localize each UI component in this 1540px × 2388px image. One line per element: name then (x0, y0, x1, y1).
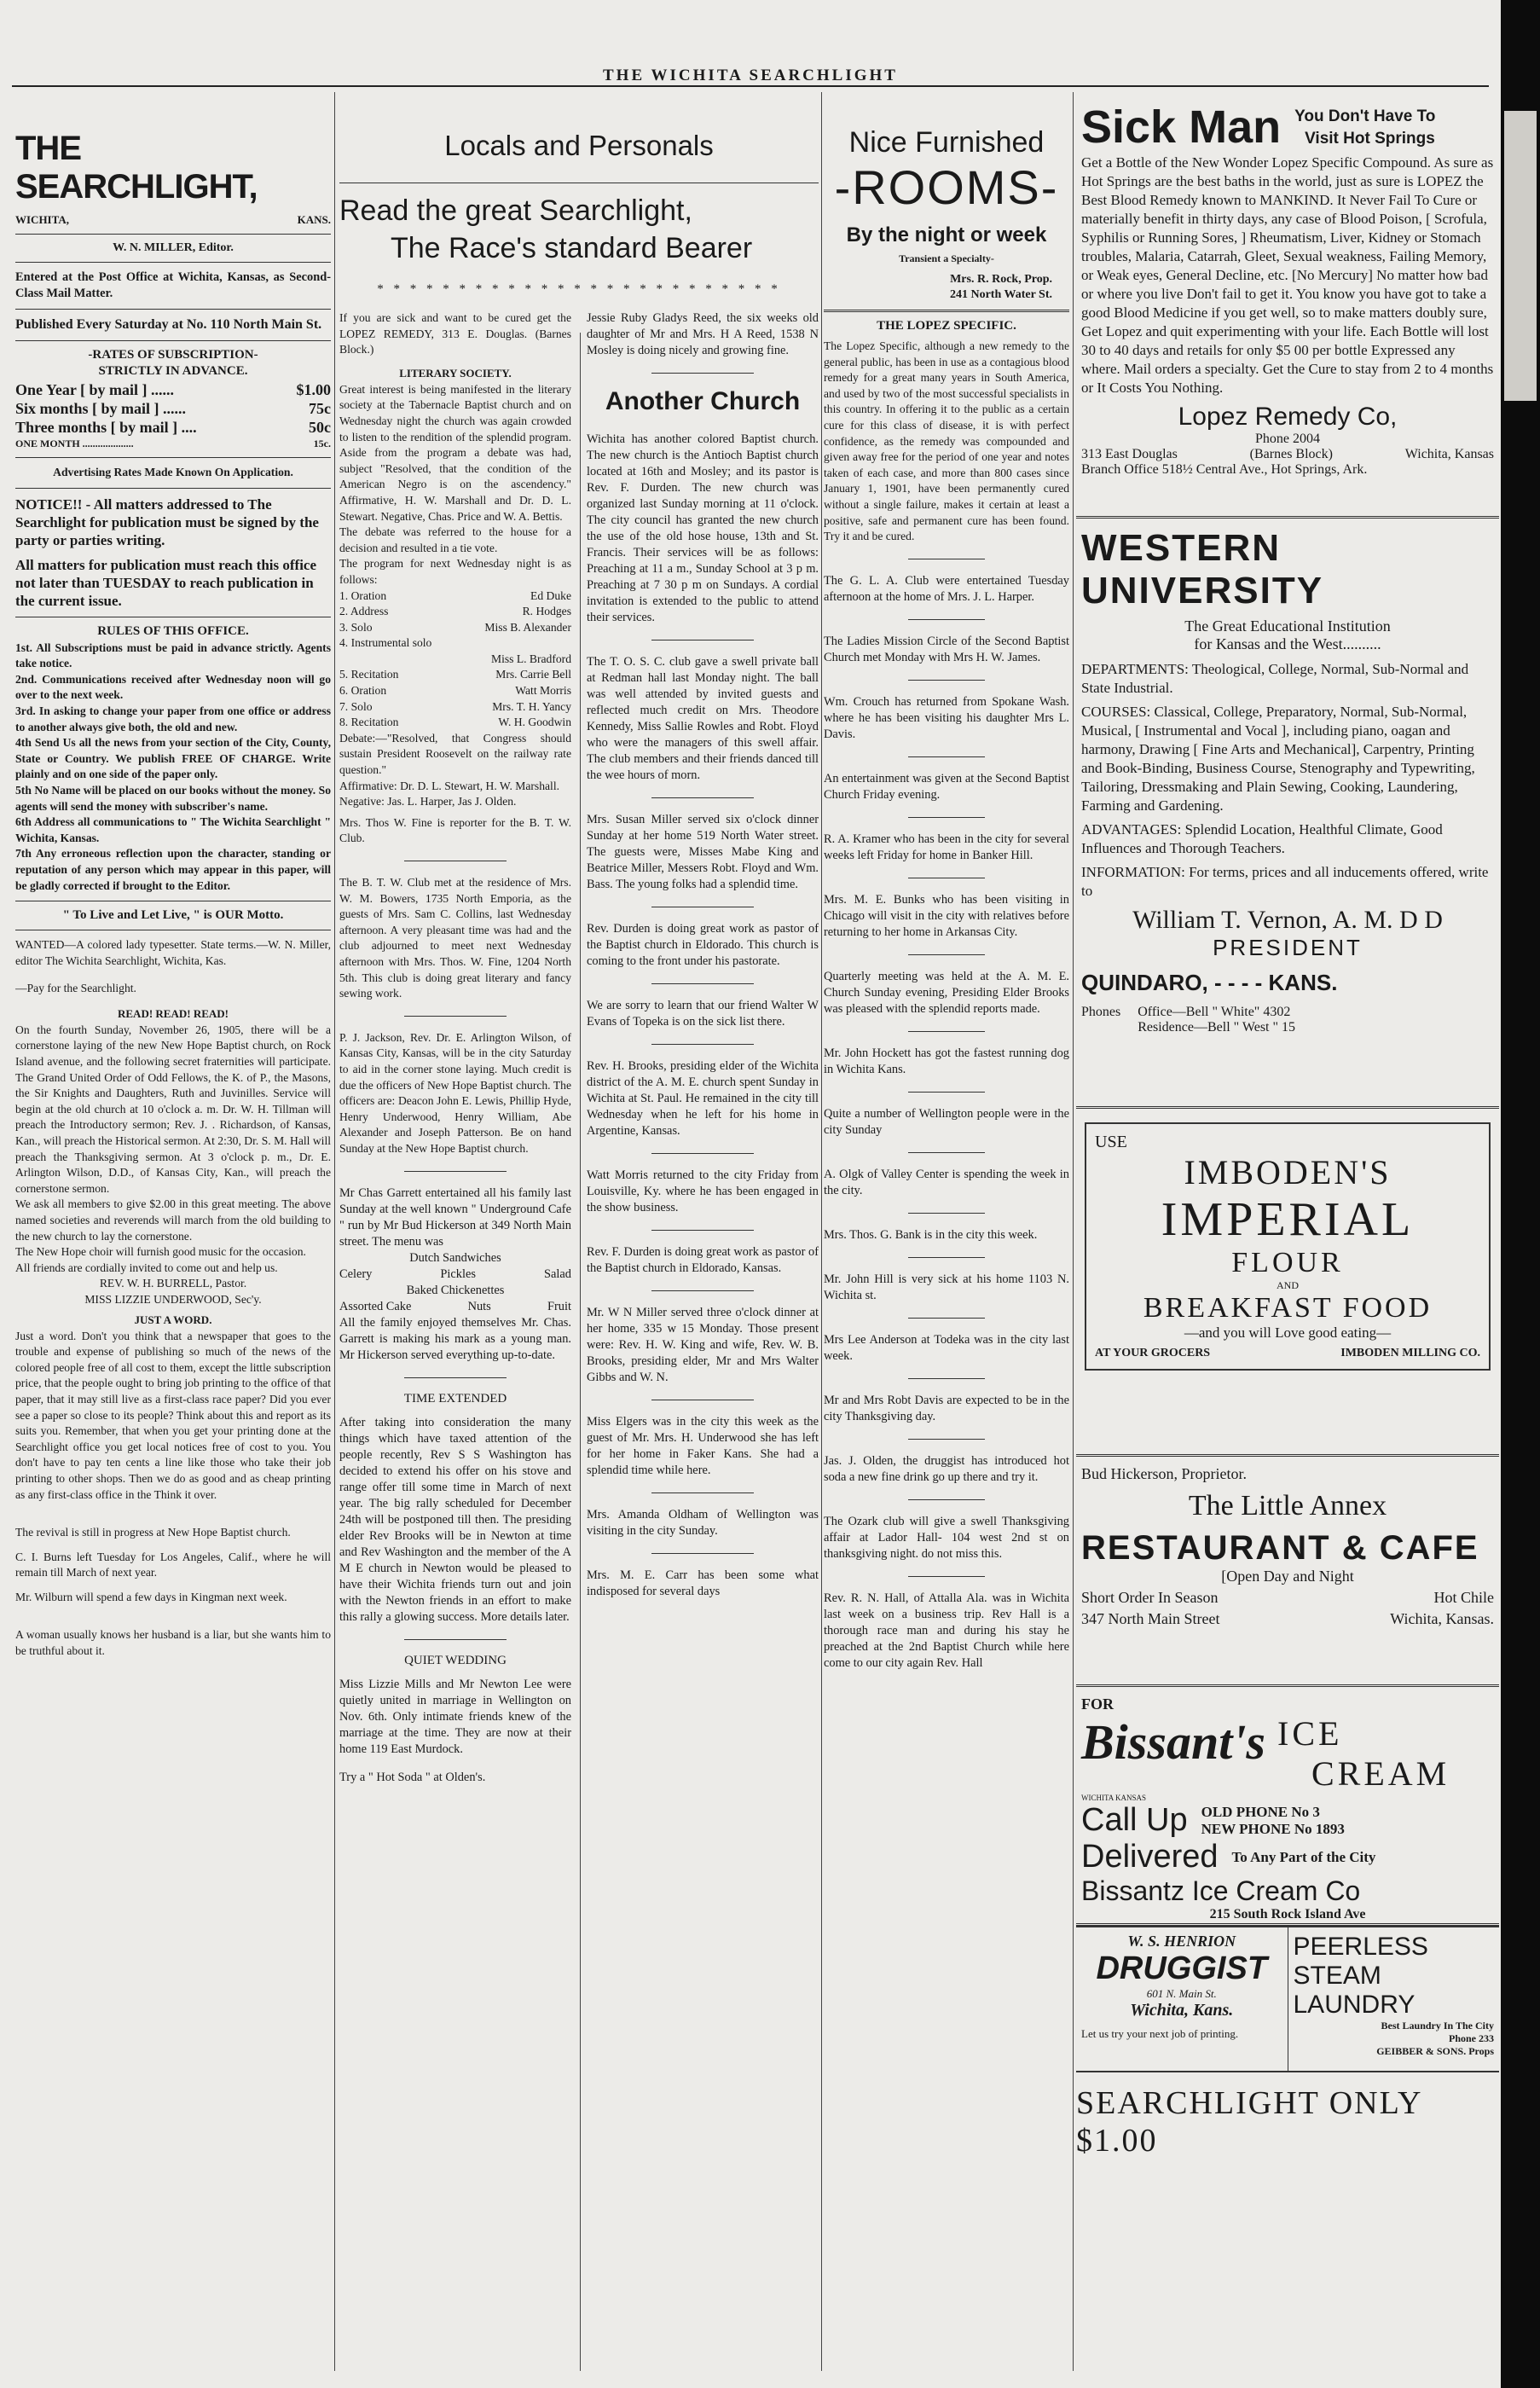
fine-note: Mrs. Thos W. Fine is reporter for the B. T. W. Club. (339, 815, 571, 845)
column-ads (1076, 92, 1499, 2371)
menu-row: Celery Pickles Salad (339, 1266, 571, 1281)
divider (908, 680, 985, 681)
lopez-company: Lopez Remedy Co, (1178, 403, 1398, 431)
divider (651, 1153, 754, 1154)
crouch-note: Wm. Crouch has returned from Spokane Wash. where he has been visiting his daughter Mrs L. Davis. (824, 694, 1069, 741)
divider (908, 1499, 985, 1500)
column-rule (821, 92, 822, 2371)
ozark-note: The Ozark club will give a swell Thanksgiving affair at Lador Hall- 104 west 2nd st on thanksgiving night. do not miss this. (824, 1514, 1069, 1561)
time-heading: TIME EXTENDED (403, 1391, 507, 1406)
sick-man-title: Sick Man (1081, 101, 1282, 153)
quindaro: QUINDARO, - - - - KANS. (1081, 970, 1338, 995)
bissant-callup-row (1081, 1802, 1494, 1839)
divider (1076, 2071, 1499, 2072)
rule: 3rd. In asking to change your paper from one office or address to another always give both, the old and new. (15, 704, 331, 733)
annex-row: Short Order In Season Hot Chile (1081, 1589, 1494, 1606)
ladies-note: The Ladies Mission Circle of the Second Baptist Church met Monday with Mrs H. W. James. (824, 634, 1069, 664)
paper-title: THE SEARCHLIGHT, (15, 130, 258, 206)
proprietor-name: Mrs. R. Rock, Prop. (950, 273, 1052, 286)
divider (908, 756, 985, 757)
negative: Negative: Jas. L. Harper, Jas J. Olden. (339, 795, 517, 809)
annex-proprietor: Bud Hickerson, Proprietor. (1081, 1465, 1247, 1482)
menu (339, 1250, 571, 1315)
program-row: 4. Instrumental solo (339, 636, 432, 650)
word-heading: JUST A WORD. (134, 1313, 212, 1326)
editor: W. N. MILLER, Editor. (113, 241, 234, 254)
divider (908, 1378, 985, 1379)
divider (908, 1439, 985, 1440)
western-sub: for Kansas and the West.......... (1194, 635, 1381, 652)
bissant-delivered-row (1081, 1839, 1494, 1875)
western-courses: COURSES: Classical, College, Preparatory, Normal, Sub-Normal, Musical, [ Instrumental and Vocal ], including piano, oagan and harmony, Drawing [ Fine Arts and Mechanical], Carpentry, Printing and Book-Binding, Business Course, Stenography and Typewriting, Tailoring, Dressmaking and Plain Sewing, Cooking, Laundering, Farming and Gardening. (1081, 704, 1475, 814)
wanted-ad: WANTED—A colored lady typesetter. State terms.—W. N. Miller, editor The Wichita Searchlight, Wichita, Kas. (15, 938, 331, 967)
divider (908, 1576, 985, 1577)
gla-note: The G. L. A. Club were entertained Tuesday afternoon at the home of Mrs. J. L. Harper. (824, 573, 1069, 604)
divider (15, 457, 331, 458)
bissant-logo: Bissant's (1081, 1714, 1265, 1770)
literary-body: Great interest is being manifested in the literary society at the Tabernacle Baptist church and on Wednesday night the church was again crowded to listen to the rendition of the splendid program. Aside from the program a debate was had, subject "Resolved, that the condition of the American Negro is on the ascendency." Affirmative, H. W. Marshall and Dr. D. L. Stewart. Negative, Chas. Price and W. A. Bettis. (339, 382, 571, 523)
bissant-phones: OLD PHONE No 3 NEW PHONE No 1893 (1201, 1803, 1345, 1837)
durden-note-2: Rev. F. Durden is doing great work as pastor of the Baptist church in Eldorado, Kansas. (587, 1245, 819, 1275)
column-locals (339, 92, 819, 2371)
star-divider: * * * * * * * * * * * * * * * * * * * * * * * * * (377, 282, 781, 296)
henrion-address: 601 N. Main St. (1146, 1987, 1217, 2000)
divider (404, 1171, 507, 1172)
imboden-box (1085, 1122, 1491, 1371)
evans-note: We are sorry to learn that our friend Walter W Evans of Topeka is on the sick list there. (587, 999, 819, 1029)
wn-miller-note: Mr. W N Miller served three o'clock dinner at her home, 335 w 15 Monday. Those present were: Rev. H. W. King and wife, Rev. W. B. Brooks, presiding elder, Mr and Mrs Walter Gibbs and W. N. (587, 1306, 819, 1384)
bunks-note: Mrs. M. E. Bunks who has been visiting in Chicago will visit in the city with relatives before returning to her home in Arkansas City. (824, 892, 1069, 939)
durden-note: Rev. Durden is doing great work as pastor of the Baptist church in Eldorado. This church is coming to the front under his pastorate. (587, 922, 819, 968)
henrion-city: Wichita, Kans. (1130, 2001, 1234, 2020)
hockett-note: Mr. John Hockett has got the fastest running dog in Wichita Kans. (824, 1046, 1069, 1076)
imboden-breakfast: BREAKFAST FOOD (1143, 1292, 1433, 1324)
annex-ad (1076, 1457, 1499, 1687)
locals-left (339, 310, 571, 1786)
burns-note: C. I. Burns left Tuesday for Los Angeles, Calif., where he will remain till March of next year. (15, 1550, 331, 1579)
rate-row: ONE MONTH .................... 15c. (15, 438, 331, 449)
peerless-phone: Phone 233 (1448, 2032, 1494, 2044)
city-line (15, 213, 331, 227)
rule: 4th Send Us all the news from your section of the City, County, State or Country. We publish FREE OF CHARGE. Write plainly and on one side of the paper only. (15, 736, 331, 781)
imboden-name: IMBODEN'S (1184, 1153, 1392, 1191)
bissant-address: 215 South Rock Island Ave (1209, 1907, 1366, 1921)
elgers-note: Miss Elgers was in the city this week as the guest of Mr. Mrs. H. Underwood she has left for her home in Faker Kans. She had a splendid time while here. (587, 1415, 819, 1477)
sick-man-header (1081, 101, 1494, 154)
bissant-small: WICHITA KANSAS (1081, 1794, 1147, 1802)
divider (908, 817, 985, 818)
program-row: 8. Recitation W. H. Goodwin (339, 716, 571, 729)
hill-note: Mr. John Hill is very sick at his home 1103 N. Wichita st. (824, 1272, 1069, 1302)
davis-note: Mr and Mrs Robt Davis are expected to be in the city Thanksgiving day. (824, 1393, 1069, 1423)
hall-note: Rev. R. N. Hall, of Attalla Ala. was in Wichita last week on a business trip. Rev Hall is a thorough race man and during his stay he preached at the 2nd Baptist Church while here come to our city again Rev. Hall (824, 1591, 1069, 1670)
olden-note: Jas. J. Olden, the druggist has introduced hot soda a new fine drink go up there and try it. (824, 1453, 1069, 1484)
time-body: After taking into consideration the many things which have taxed attention of the people recently, Rev S S Washington has decided to extend his offer on his stove and range offer till some time in March of next year. The big rally scheduled for December 24th will be postponed till then. The presiding elder Rev Brooks will be in Newton at time and Rev Washington and the member of the A M E church in Newton would be pleased to have their Wichita friends turn out and join with the Newton friends in an effort to make this rally a glowing success. More details later. (339, 1415, 571, 1624)
delivered: Delivered (1081, 1839, 1219, 1875)
annex-open: [Open Day and Night (1221, 1568, 1354, 1585)
literary-body: The debate was referred to the house for a decision and resulted in a tie vote. (339, 525, 571, 554)
locals-title: Locals and Personals (444, 130, 714, 161)
rate-row: Six months [ by mail ] ...... 75c (15, 400, 331, 417)
rates-subheading: STRICTLY IN ADVANCE. (98, 364, 248, 378)
rate-row: One Year [ by mail ] ...... $1.00 (15, 381, 331, 398)
matters-notice: All matters for publication must reach this office not later than TUESDAY to reach publication in the current issue. (15, 556, 317, 609)
job-note: Let us try your next job of printing. (1081, 2027, 1239, 2040)
peerless-1: PEERLESS (1293, 1933, 1428, 1961)
literary-heading: LITERARY SOCIETY. (399, 366, 512, 380)
word-body: Just a word. Don't you think that a newspaper that goes to the trouble and expense of publishing so much of the news of the colored people free of all cost to them, except the little subscription price, that the people ought to bring job printing to the office of that paper, that it may still live as a first-class race paper? Did you ever see a paper so close to its people? Think about this and report as its suits you. Remember, that when you get your printing done at the Searchlight office you get local notices free of cost to you. You don't have to pay ten cents a line like those who take their job printing to other shops. Then we do as good and as cheap printing as any first-class office in the Think it over. (15, 1329, 331, 1501)
western-advantages: ADVANTAGES: Splendid Location, Healthful Climate, Good Influences and Thorough Teachers. (1081, 821, 1443, 856)
debate: Debate:—"Resolved, that Congress should sustain President Roosevelt on the railway rate question." (339, 731, 571, 777)
read-body: We ask all members to give $2.00 in this great meeting. The above named societies and reverends will march from the old building to the new church to lay the cornerstone. (15, 1197, 331, 1243)
bissant-company: Bissantz Ice Cream Co (1081, 1875, 1361, 1906)
divider (908, 1092, 985, 1093)
rooms-term: By the night or week (846, 223, 1047, 246)
imboden-and: AND (1277, 1279, 1299, 1291)
garrett-note-2: All the family enjoyed themselves Mr. Chas. Garrett is making his mark as a young man. Mr Hickerson served everything up-to-date. (339, 1315, 571, 1362)
divider (15, 309, 331, 310)
divider (908, 1031, 985, 1032)
advertising-notice: Advertising Rates Made Known On Application. (53, 466, 293, 478)
jackson-note: P. J. Jackson, Rev. Dr. E. Arlington Wilson, of Kansas City, Kansas, will be in the city Saturday to aid in the corner stone laying. Much credit is due the officers of New Hope Baptist church. The officers are: Deacon John E. Lewis, Phillip Hyde, Henry Underwood, Henry William, Abe Alexander and Joseph Patterson. Be on hand Sunday at the New Hope Baptist church. (339, 1030, 571, 1155)
divider (908, 619, 985, 620)
rooms-proprietor (824, 272, 1069, 303)
kramer-note: R. A. Kramer who has been in the city for several weeks left Friday for home in Banker Hill. (824, 832, 1069, 862)
another-church-heading: Another Church (605, 387, 801, 415)
carr-note: Mrs. M. E. Carr has been some what indisposed for several days (587, 1568, 819, 1598)
divider (15, 340, 331, 341)
peerless-best: Best Laundry In The City (1381, 2020, 1494, 2032)
divider (651, 1492, 754, 1493)
oldham-note: Mrs. Amanda Oldham of Wellington was visiting in the city Sunday. (587, 1508, 819, 1538)
quiet-body: Miss Lizzie Mills and Mr Newton Lee were quietly united in marriage in Wellington on Nov. 6th. Only intimate friends knew of the marriage at the time. They are now at their home 119 East Murdock. (339, 1677, 571, 1756)
divider (651, 983, 754, 984)
imboden-imperial: IMPERIAL (1161, 1193, 1415, 1246)
divider (908, 1213, 985, 1214)
program-list (339, 588, 571, 731)
divider (824, 310, 1069, 312)
rooms-transient: Transient a Specialty- (899, 252, 994, 264)
program-row: 3. Solo Miss B. Alexander (339, 620, 571, 634)
race-line-1: Read the great Searchlight, (339, 194, 692, 227)
jessie-note: Jessie Ruby Gladys Reed, the six weeks old daughter of Mr and Mrs. H A Reed, 1538 N Mosley is doing nicely and growing fine. (587, 311, 819, 357)
column-masthead-info (15, 92, 331, 2371)
lopez-body: The Lopez Specific, although a new remedy to the general public, has been in use as a contagious blood remedy for a great many years in South America, and used by two of the most successful specialists in this country. In offering it to the public as a certain cure for this class of disease, it is with perfect confidence, as the remedy was compounded and given away free for the period of one year and notes taken of each case, and more than 800 cases since January 1, 1901, have been permanently cured without a single failure, makes it certain at least a positive, safe and permanent cure has been found. Try it and be cured. (824, 339, 1069, 543)
race-banner (339, 192, 819, 267)
lopez-address: 313 East Douglas (Barnes Block) Wichita, Kansas (1081, 447, 1494, 461)
program-row: 2. Address R. Hodges (339, 605, 571, 618)
peerless-props: GEIBBER & SONS. Props (1376, 2045, 1494, 2057)
rules-list (15, 640, 331, 895)
hot-soda-note: Try a " Hot Soda " at Olden's. (339, 1770, 486, 1784)
rates-heading: -RATES OF SUBSCRIPTION- (88, 348, 258, 362)
western-university-ad (1076, 519, 1499, 1109)
rule: 5th No Name will be placed on our books without the money. So agents will send the money with subscriber's name. (15, 783, 331, 813)
bissant-for: FOR (1081, 1695, 1114, 1713)
residence-phone: Residence—Bell " West " 15 (1138, 1020, 1296, 1035)
wellington-note: Quite a number of Wellington people were in the city Sunday (824, 1106, 1069, 1137)
notice: NOTICE!! - All matters addressed to The Searchlight for publication must be signed by the party or parties writing. (15, 496, 319, 548)
bissant-ad (1076, 1687, 1499, 1926)
callup: Call Up (1081, 1802, 1188, 1838)
imboden-footer: AT YOUR GROCERS IMBODEN MILLING CO. (1095, 1347, 1480, 1359)
peerless-3: LAUNDRY (1293, 1991, 1416, 2019)
sick-man-ad (1076, 92, 1499, 519)
bissant-header (1081, 1713, 1494, 1794)
morris-note: Watt Morris returned to the city Friday from Louisville, Ky. where he has been engaged in the show business. (587, 1168, 819, 1214)
lopez-branch: Branch Office 518½ Central Ave., Hot Springs, Ark. (1081, 462, 1368, 477)
divider (15, 262, 331, 263)
menu-title: Dutch Sandwiches (409, 1250, 501, 1265)
rule: 7th Any erroneous reflection upon the character, standing or reputation of any person which may appear in this paper, will be gladly corrected if brought to the Editor. (15, 847, 331, 892)
read-body: The New Hope choir will furnish good music for the occasion. (15, 1245, 306, 1259)
office-phone: Office—Bell " White" 4302 (1138, 1005, 1291, 1019)
lopez-heading: THE LOPEZ SPECIFIC. (877, 319, 1016, 333)
divider (404, 1639, 507, 1640)
divider (651, 1044, 754, 1045)
top-rule (12, 85, 1489, 87)
revival-note: The revival is still in progress at New Hope Baptist church. (15, 1526, 291, 1539)
column-rule (334, 92, 335, 2371)
locals-subcolumns (339, 310, 819, 1786)
imboden-use: USE (1095, 1133, 1127, 1151)
henrion-name: W. S. HENRION (1127, 1933, 1236, 1950)
lopez-note: If you are sick and want to be cured get the LOPEZ REMEDY, 313 E. Douglas. (Barnes Block.) (339, 311, 571, 356)
rule: 1st. All Subscriptions must be paid in advance strictly. Agents take notice. (15, 640, 331, 670)
program-row: 5. Recitation Mrs. Carrie Bell (339, 668, 571, 681)
btw-note: The B. T. W. Club met at the residence of Mrs. W. M. Bowers, 1735 North Emporia, as the guests of Mrs. Sam C. Collins, last Wednesday afternoon. A very pleasant time was had and the club adjourned to meet next Wednesday afternoon with Mrs. Thos. W. Fine, 1204 North 5th. This club is doing great literary and fancy sewing work. (339, 876, 571, 1000)
divider (651, 797, 754, 798)
henrion-ad (1076, 1927, 1288, 2071)
annex-name: The Little Annex (1188, 1490, 1387, 1521)
menu-row: Baked Chickenettes (406, 1283, 505, 1297)
western-information: INFORMATION: For terms, prices and all inducements offered, write to (1081, 864, 1489, 899)
lopez-phone: Phone 2004 (1255, 432, 1320, 446)
divider (404, 1016, 507, 1017)
divider (404, 1377, 507, 1378)
divider (15, 234, 331, 235)
imboden-ad (1076, 1109, 1499, 1457)
masthead: THE WICHITA SEARCHLIGHT (603, 67, 898, 84)
woman-note: A woman usually knows her husband is a liar, but she wants him to be truthful about it. (15, 1628, 331, 1658)
annex-row: 347 North Main Street Wichita, Kansas. (1081, 1610, 1494, 1627)
entered-notice: Entered at the Post Office at Wichita, Kansas, as Second-Class Mail Matter. (15, 270, 331, 300)
affirmative: Affirmative: Dr. D. L. Stewart, H. W. Marshall. (339, 779, 559, 792)
city: WICHITA, (15, 213, 69, 226)
phones-label: Phones (1081, 1005, 1121, 1019)
read-signature: MISS LIZZIE UNDERWOOD, Sec'y. (84, 1292, 262, 1306)
race-line-2: The Race's standard Bearer (391, 232, 753, 264)
peerless-2: STEAM (1293, 1962, 1381, 1990)
rooms-word: -ROOMS- (834, 160, 1059, 214)
column-rule (1073, 92, 1074, 2371)
program-row: 6. Oration Watt Morris (339, 684, 571, 698)
olgk-note: A. Olgk of Valley Center is spending the week in the city. (824, 1167, 1069, 1197)
tos-note: The T. O. S. C. club gave a swell private ball at Redman hall last Monday night. The ball was well attended by invited guests and reflected much credit on Mrs. Theodore Kennedy, Miss Sallie Rowles and Robt. Floyd who were the managers of this swell affair. The club members and their friends danced till the wee hours of morn. (587, 655, 819, 782)
western-title: WESTERN UNIVERSITY (1081, 527, 1324, 611)
druggist: DRUGGIST (1096, 1950, 1268, 1986)
church-body: Wichita has another colored Baptist church. The new church is the Antioch Baptist church located at 16th and Mosley; and its pastor is Rev. F. Durden. The new church was organized last Sunday morning at 11 o'clock. The city council has granted the new church the use of the old hose house, 13th and St. Francis. Their services will be as follows: Preaching at 11 a m., Sunday School at 3 p m. Preaching at 7 30 p m on Sundays. A cordial invitation is extended to the public to attend their services. (587, 432, 819, 624)
rates-list (15, 380, 331, 450)
page-edge (1501, 0, 1540, 2388)
western-sub: The Great Educational Institution (1184, 617, 1391, 635)
read-signature: REV. W. H. BURRELL, Pastor. (99, 1277, 247, 1290)
read-body: On the fourth Sunday, November 26, 1905, there will be a cornerstone laying of the new New Hope Baptist church, on Rock Island avenue, and the following secret fraternities will participate. The Grand United Order of Odd Fellows, the K. of P., the Masons, the Sir Knights and Daughters, Ruth and Juvinilles. Service will begin at the old church at 10 o'clock a. m. Dr. W. H. Tillman will preach the Introductory sermon; Rev. J. . Richardson, of Kansas, Kan., will preach the Historical sermon. At 2:30, Dr. S. M. Hall will preach the Thanksgiving sermon. At 3 o'clock p. m., Dr. E. Arlington Wilson, D.D., of Kansas City, Kan., will preach the cornerstone sermon. (15, 1023, 331, 1195)
western-departments: DEPARTMENTS: Theological, College, Normal, Sub-Normal and State Industrial. (1081, 661, 1469, 696)
miller-note: Mrs. Susan Miller served six o'clock dinner Sunday at her home 519 North Water street. The guests were, Misses Mabe King and Beatrice Miller, Messers Robt. Floyd and Wm. Bass. The young folks had a splendid time. (587, 813, 819, 891)
quarterly-note: Quarterly meeting was held at the A. M. E. Church Sunday evening, Presiding Elder Brooks was pleased with the splendid reports made. (824, 969, 1069, 1016)
quiet-heading: QUIET WEDDING (404, 1653, 507, 1667)
column-rooms (824, 92, 1069, 2371)
sick-man-note: You Don't Have To Visit Hot Springs (1294, 107, 1436, 148)
subscription-banner: SEARCHLIGHT ONLY $1.00 (1076, 2085, 1422, 2159)
brooks-note: Rev. H. Brooks, presiding elder of the Wichita district of the A. M. E. church spent Sunday in Wichita at St. Paul. He remained in the city till Wednesday when he left for his home in Argentine, Kansas. (587, 1059, 819, 1138)
divider (908, 954, 985, 955)
henrion-peerless-row (1076, 1926, 1499, 2071)
rate-row: Three months [ by mail ] .... 50c (15, 419, 331, 436)
peerless-ad (1288, 1927, 1500, 2071)
divider (908, 1257, 985, 1258)
anderson-note: Mrs Lee Anderson at Todeka was in the city last week. (824, 1332, 1069, 1363)
rule: 2nd. Communications received after Wednesday noon will go over to the next week. (15, 672, 331, 702)
rules-heading: RULES OF THIS OFFICE. (97, 623, 249, 638)
wilburn-note: Mr. Wilburn will spend a few days in Kingman next week. (15, 1590, 287, 1603)
imboden-love: —and you will Love good eating— (1184, 1324, 1392, 1341)
motto: " To Live and Let Live, " is OUR Motto. (62, 908, 284, 923)
phones (1081, 1005, 1494, 1035)
locals-right (587, 310, 819, 1786)
rooms-title: Nice Furnished (848, 126, 1045, 159)
read-body: All friends are cordially invited to come out and help us. (15, 1261, 278, 1274)
program-row: 7. Solo Mrs. T. H. Yancy (339, 699, 571, 713)
published-notice: Published Every Saturday at No. 110 North Main St. (15, 317, 322, 332)
proprietor-address: 241 North Water St. (949, 288, 1052, 301)
annex-restaurant: RESTAURANT & CAFE (1081, 1529, 1479, 1567)
divider (908, 1152, 985, 1153)
divider (651, 1553, 754, 1554)
divider (15, 488, 331, 489)
entertain-note: An entertainment was given at the Second Baptist Church Friday evening. (824, 771, 1069, 802)
bank-note: Mrs. Thos. G. Bank is in the city this week. (824, 1227, 1038, 1242)
any-part: To Any Part of the City (1231, 1848, 1376, 1865)
garrett-note: Mr Chas Garrett entertained all his family last Sunday at the well known " Underground Cafe " run by Mr Bud Hickerson at 349 North Main street. The menu was (339, 1185, 571, 1249)
divider (651, 1230, 754, 1231)
imboden-flour: FLOUR (1231, 1247, 1344, 1278)
bissant-ice: ICE CREAM (1277, 1714, 1450, 1793)
divider (651, 1290, 754, 1291)
sick-man-body: Get a Bottle of the New Wonder Lopez Specific Compound. As sure as Hot Springs are the best baths in the world, just as sure is LOPEZ the Best Blood Remedy known to MANKIND. It Never Fail To Cure or materially benefit in thirty days, any case of Blood Poison, [ Scrofula, Syphilis or Running Sores, ] Rheumatism, Liver, Kidney or Stomach troubles, Malaria, Catarrah, Gleet, Sexual weakness, Failing Memory, or Weak eyes, General Decline, etc. [No Mercury] No matter how bad or where you live Don't fail to get it. You know you have got to take a good Blood Medicine if you get well, so to make matters doubly sure, Get Lopez and quit experimenting with your life. Each Bottle will lost 30 to 40 days and retails for only $5 00 per bottle Expressed any where. Mail orders a specialty. Get the Cure to stay from 2 to 4 months or It Costs You Nothing. (1081, 154, 1494, 396)
literary-body: The program for next Wednesday night is as follows: (339, 557, 571, 586)
read-heading: READ! READ! READ! (118, 1006, 229, 1020)
pay-note: —Pay for the Searchlight. (15, 982, 136, 995)
adjacent-page-strip (1504, 111, 1537, 401)
vernon-name: William T. Vernon, A. M. D D (1132, 906, 1443, 934)
state: KANS. (297, 213, 331, 226)
president-title: PRESIDENT (1213, 935, 1363, 960)
divider (651, 373, 754, 374)
menu-row: Assorted Cake Nuts Fruit (339, 1299, 571, 1313)
program-row: 1. Oration Ed Duke (339, 588, 571, 602)
rule: 6th Address all communications to " The Wichita Searchlight " Wichita, Kansas. (15, 815, 331, 844)
program-row: Miss L. Bradford (490, 652, 571, 665)
divider (908, 1318, 985, 1319)
